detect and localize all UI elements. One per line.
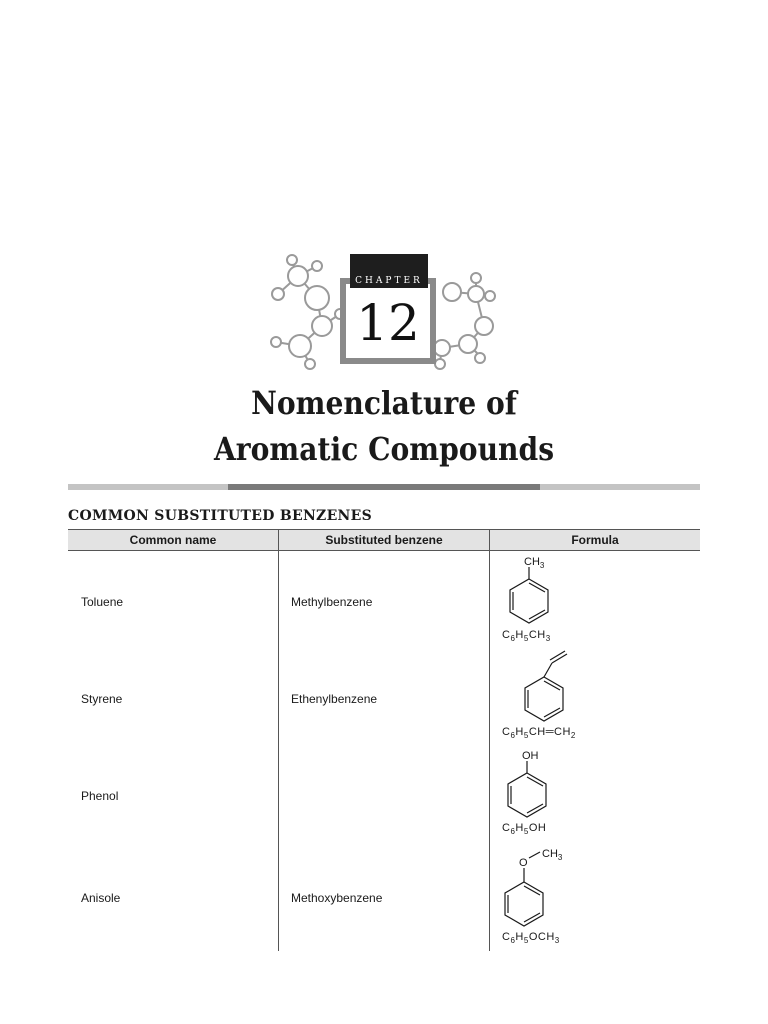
- column-header-formula: Formula: [489, 530, 700, 550]
- benzene-ring-icon: [492, 650, 572, 724]
- substituent-label: $CH_3$: [524, 556, 545, 570]
- title-rule-right: [540, 484, 700, 490]
- column-header-common-name: Common name: [129, 533, 217, 547]
- formula-anisole: $C_6H_5OCH_3$: [502, 931, 560, 946]
- table-cell-common-name: Phenol: [81, 789, 119, 803]
- table-cell-substituted-name: Methylbenzene: [291, 595, 373, 609]
- formula-styrene: $C_6H_5CH═CH_2$: [502, 726, 576, 741]
- title-rule-center: [228, 484, 540, 490]
- formula-phenol: $C_6H_5OH$: [502, 822, 547, 837]
- column-header-substituted-benzene: Substituted benzene: [278, 530, 489, 550]
- chapter-label: CHAPTER: [350, 254, 428, 288]
- chapter-badge: [340, 254, 436, 364]
- title-rule-left: [68, 484, 228, 490]
- oxygen-label: O: [519, 857, 528, 869]
- page-title-line-1: Nomenclature of: [251, 384, 517, 422]
- column-divider: [278, 551, 279, 951]
- table-cell-common-name: Styrene: [81, 692, 123, 706]
- table-cell-common-name: Toluene: [81, 595, 124, 609]
- benzene-ring-icon: [492, 842, 582, 930]
- column-divider: [489, 551, 490, 951]
- section-heading: COMMON SUBSTITUTED BENZENES: [68, 508, 373, 524]
- chapter-number: 12: [356, 294, 420, 352]
- substituent-label: OH: [522, 750, 539, 762]
- methyl-label: $CH_3$: [542, 848, 563, 862]
- formula-toluene: $C_6H_5CH_3$: [502, 629, 551, 644]
- table-cell-substituted-name: Ethenylbenzene: [291, 692, 378, 706]
- table-cell-substituted-name: Methoxybenzene: [291, 891, 383, 905]
- benzene-ring-icon: [492, 552, 572, 626]
- benzene-ring-icon: [492, 746, 572, 820]
- table-cell-common-name: Anisole: [81, 891, 121, 905]
- page-title-line-2: Aromatic Compounds: [213, 430, 555, 468]
- chapter-frame: [340, 278, 436, 364]
- table-header: [68, 529, 700, 551]
